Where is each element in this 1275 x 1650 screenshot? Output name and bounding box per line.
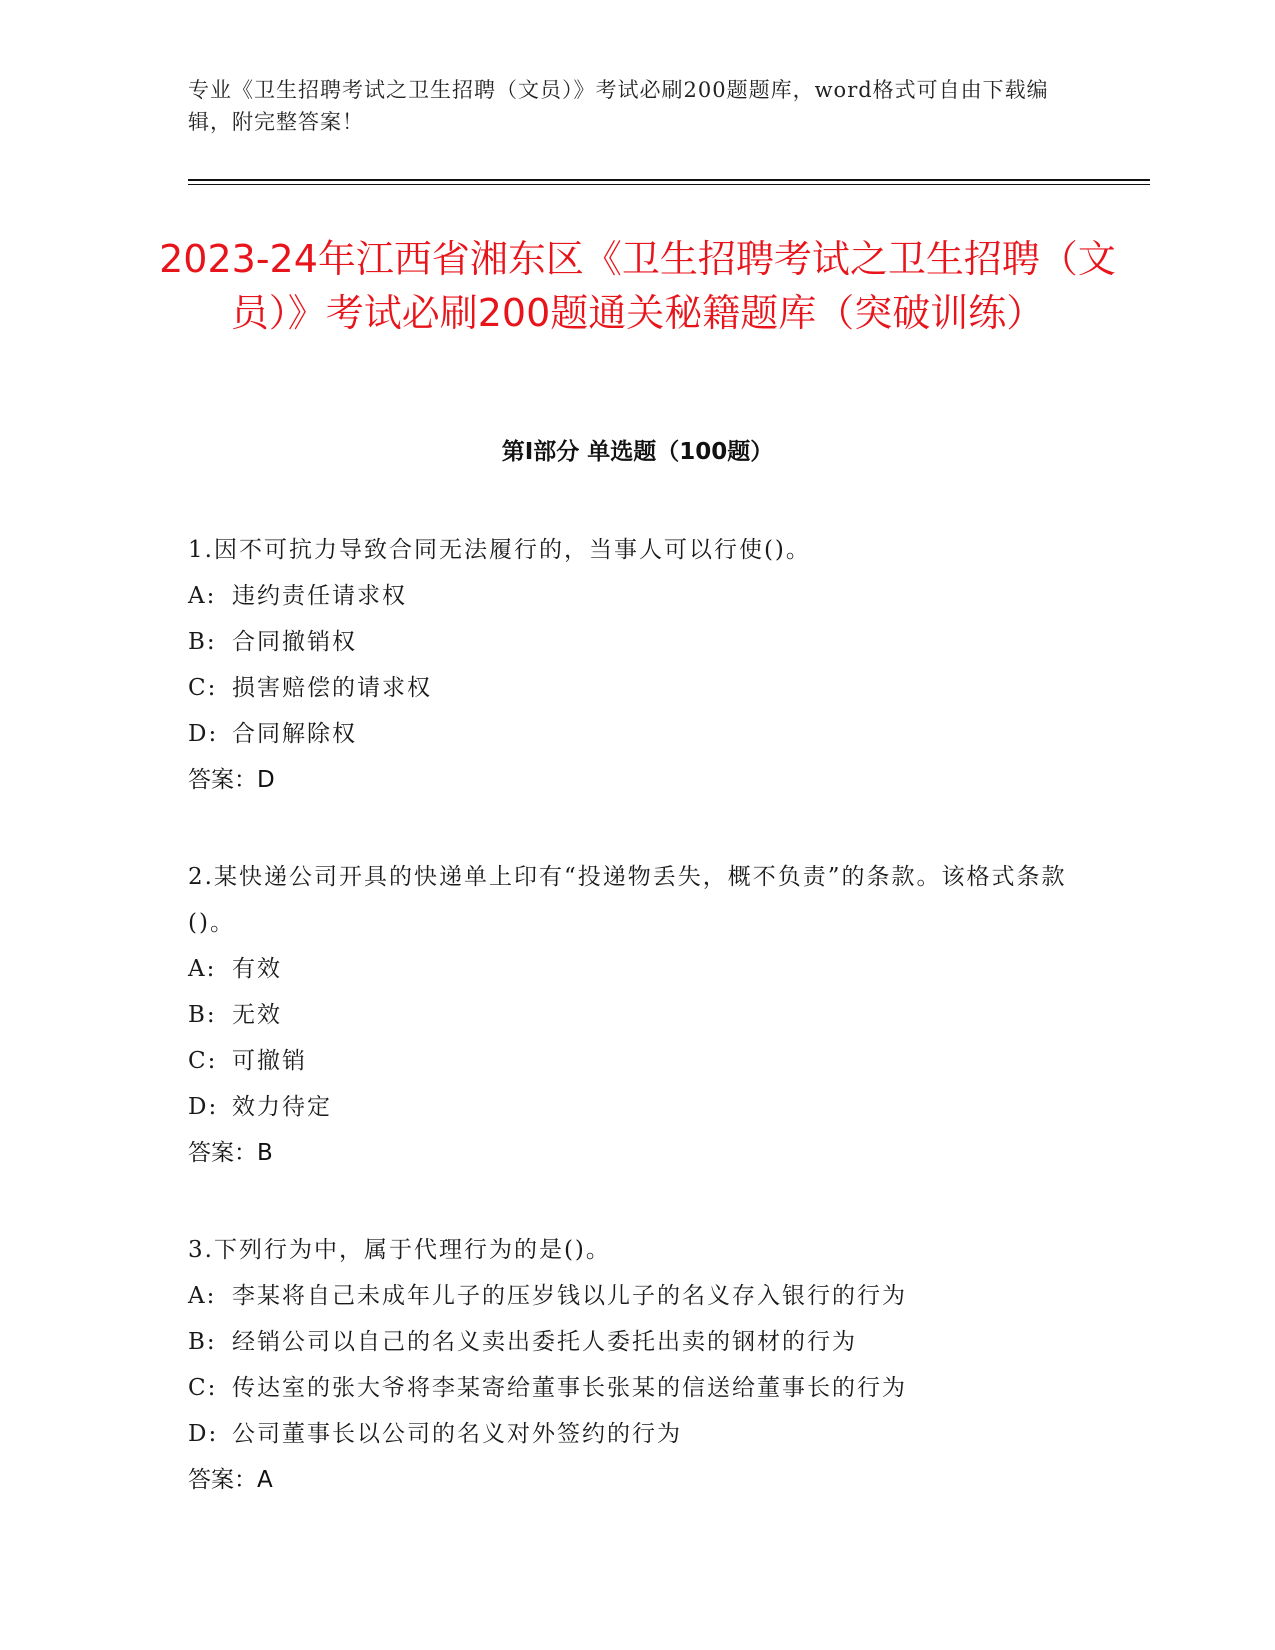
answer-line: 答案：A bbox=[188, 1467, 273, 1493]
question-item bbox=[188, 1227, 1088, 1503]
option-text: 合同解除权 bbox=[232, 721, 357, 747]
option-text: 无效 bbox=[232, 1002, 282, 1028]
option-a bbox=[188, 1273, 1088, 1319]
option-text: 公司董事长以公司的名义对外签约的行为 bbox=[232, 1421, 682, 1447]
option-text: 经销公司以自己的名义卖出委托人委托出卖的钢材的行为 bbox=[232, 1329, 857, 1355]
option-text: 可撤销 bbox=[232, 1048, 307, 1074]
header-rule-thick bbox=[188, 179, 1150, 181]
question-stem: 3.下列行为中，属于代理行为的是()。 bbox=[188, 1237, 611, 1263]
option-letter: B: bbox=[188, 1002, 217, 1028]
option-a bbox=[188, 946, 1088, 992]
option-letter: A: bbox=[188, 956, 217, 982]
option-a bbox=[188, 573, 1088, 619]
option-d bbox=[188, 1411, 1088, 1457]
option-text: 合同撤销权 bbox=[232, 629, 357, 655]
option-text: 损害赔偿的请求权 bbox=[232, 675, 432, 701]
question-stem: 2.某快递公司开具的快递单上印有“投递物丢失，概不负责”的条款。该格式条款()。 bbox=[188, 864, 1067, 936]
option-letter: A: bbox=[188, 583, 217, 609]
option-d bbox=[188, 711, 1088, 757]
answer-line: 答案：D bbox=[188, 767, 275, 793]
question-list bbox=[188, 527, 1088, 1554]
option-b bbox=[188, 1319, 1088, 1365]
option-text: 违约责任请求权 bbox=[232, 583, 407, 609]
option-c bbox=[188, 1038, 1088, 1084]
option-d bbox=[188, 1084, 1088, 1130]
question-item bbox=[188, 527, 1088, 803]
option-c bbox=[188, 1365, 1088, 1411]
option-letter: D: bbox=[188, 1094, 219, 1120]
option-b bbox=[188, 992, 1088, 1038]
option-letter: C: bbox=[188, 1048, 218, 1074]
option-letter: D: bbox=[188, 1421, 219, 1447]
option-letter: B: bbox=[188, 1329, 217, 1355]
option-b bbox=[188, 619, 1088, 665]
header-rule-thin bbox=[188, 184, 1150, 185]
option-c bbox=[188, 665, 1088, 711]
option-text: 效力待定 bbox=[232, 1094, 332, 1120]
option-letter: A: bbox=[188, 1283, 217, 1309]
option-letter: D: bbox=[188, 721, 219, 747]
option-text: 有效 bbox=[232, 956, 282, 982]
document-title: 2023-24年江西省湘东区《卫生招聘考试之卫生招聘（文员）》考试必刷200题通关秘籍题库（突破训练） bbox=[159, 237, 1116, 335]
answer-line: 答案：B bbox=[188, 1140, 273, 1166]
question-item bbox=[188, 854, 1088, 1176]
question-stem: 1.因不可抗力导致合同无法履行的，当事人可以行使()。 bbox=[188, 537, 811, 563]
option-letter: C: bbox=[188, 1375, 218, 1401]
option-letter: C: bbox=[188, 675, 218, 701]
option-letter: B: bbox=[188, 629, 217, 655]
section-title: 第Ⅰ部分 单选题（100题） bbox=[501, 439, 774, 465]
header-note: 专业《卫生招聘考试之卫生招聘（文员）》考试必刷200题题库，word格式可自由下载编辑，附完整答案！ bbox=[188, 78, 1049, 134]
option-text: 李某将自己未成年儿子的压岁钱以儿子的名义存入银行的行为 bbox=[232, 1283, 907, 1309]
option-text: 传达室的张大爷将李某寄给董事长张某的信送给董事长的行为 bbox=[232, 1375, 907, 1401]
